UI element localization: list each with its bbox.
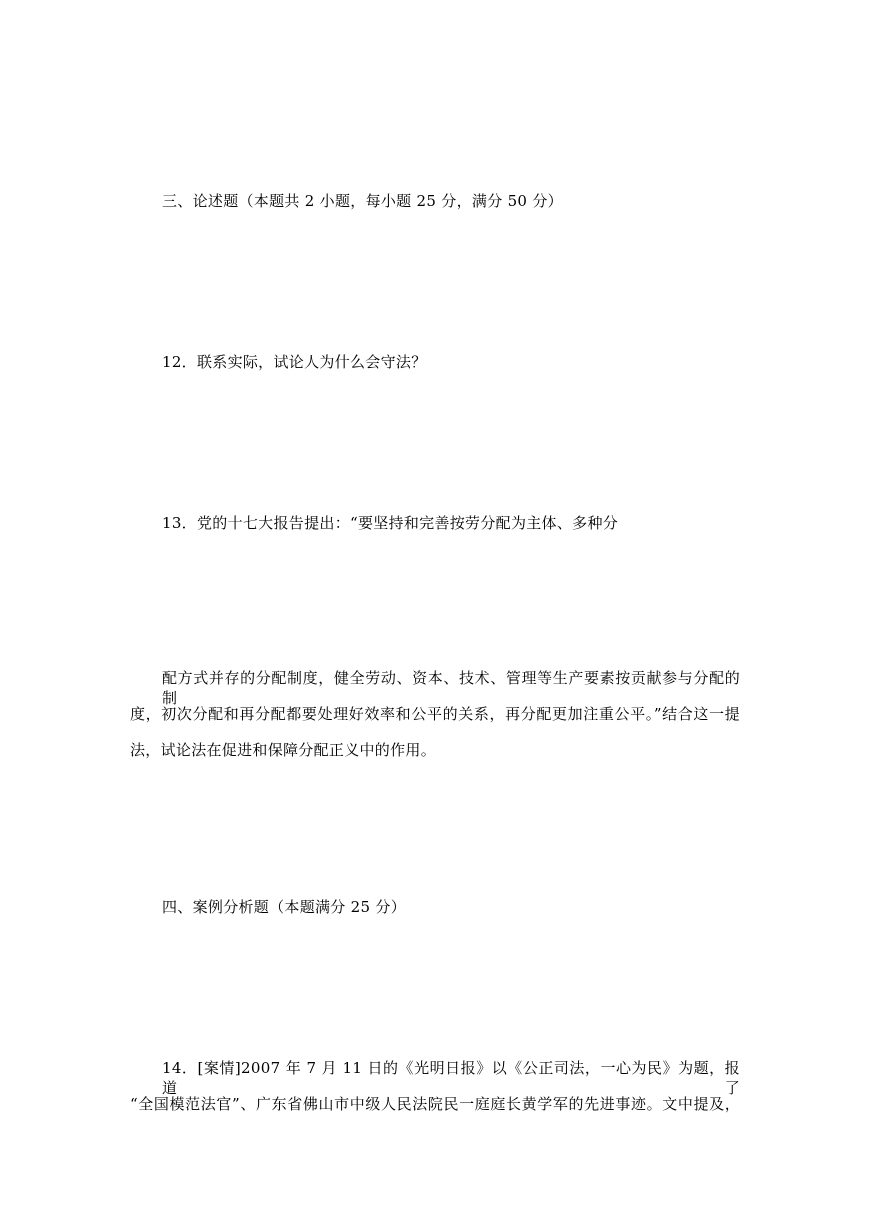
question-13-line-3: 度，初次分配和再分配都要处理好效率和公平的关系，再分配更加注重公平。”结合这一提 xyxy=(130,705,740,723)
question-13-line-1: 13．党的十七大报告提出：“要坚持和完善按劳分配为主体、多种分 xyxy=(162,514,619,532)
question-13-line-2: 配方式并存的分配制度，健全劳动、资本、技术、管理等生产要素按贡献参与分配的制 xyxy=(162,669,740,707)
question-14-line-1: 14．[案情]2007 年 7 月 11 日的《光明日报》以《公正司法，一心为民》为题，报道了 xyxy=(162,1059,740,1097)
question-13-line-4: 法，试论法在促进和保障分配正义中的作用。 xyxy=(130,741,437,759)
question-12: 12．联系实际，试论人为什么会守法？ xyxy=(162,353,427,371)
section-4-heading: 四、案例分析题（本题满分 25 分） xyxy=(162,898,407,916)
question-14-line-2: “全国模范法官”、广东省佛山市中级人民法院民一庭庭长黄学军的先进事迹。文中提及， xyxy=(130,1095,740,1113)
section-3-heading: 三、论述题（本题共 2 小题，每小题 25 分，满分 50 分） xyxy=(162,192,563,210)
